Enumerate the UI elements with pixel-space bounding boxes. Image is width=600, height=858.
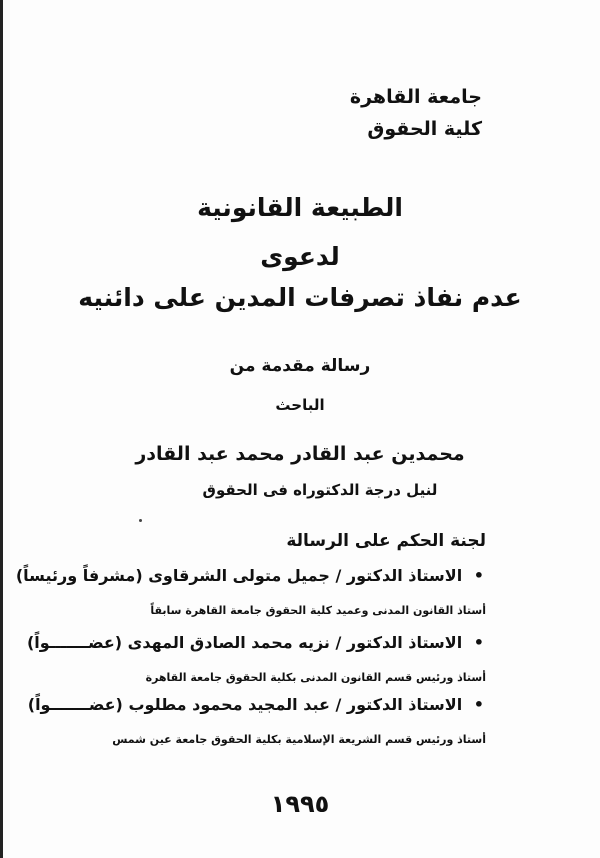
bullet-icon: • xyxy=(473,633,484,652)
bullet-icon: • xyxy=(473,566,484,585)
member-description: أستاذ ورئيس قسم القانون المدنى بكلية الحقوق جامعة القاهرة xyxy=(145,671,486,684)
faculty-name: كلية الحقوق xyxy=(367,118,482,140)
member-description: أستاذ ورئيس قسم الشريعة الإسلامية بكلية الحقوق جامعة عين شمس xyxy=(112,733,486,746)
member-name: الاستاذ الدكتور / جميل متولى الشرقاوى xyxy=(148,566,463,585)
thesis-title-line-3: عدم نفاذ تصرفات المدين على دائنيه xyxy=(78,283,522,312)
committee-member xyxy=(27,633,484,652)
committee-member xyxy=(16,566,484,585)
year: ١٩٩٥ xyxy=(270,790,330,818)
degree-statement: لنيل درجة الدكتوراه فى الحقوق xyxy=(202,481,438,499)
member-name: الاستاذ الدكتور / نزيه محمد الصادق المهدى xyxy=(127,633,463,652)
researcher-name: محمدين عبد القادر محمد عبد القادر xyxy=(135,443,465,465)
thesis-title-line-1: الطبيعة القانونية xyxy=(197,193,403,222)
member-role: (عضـــــــواً) xyxy=(27,695,123,714)
bullet-icon: • xyxy=(473,695,484,714)
researcher-label: الباحث xyxy=(275,396,325,414)
member-role: (مشرفاً ورئيساً) xyxy=(15,566,143,585)
submitted-by-label: رسالة مقدمة من xyxy=(229,356,371,376)
scan-speck xyxy=(139,519,142,522)
committee-heading: لجنة الحكم على الرسالة xyxy=(286,531,486,551)
thesis-title-line-2: لدعوى xyxy=(260,242,340,271)
member-description: أستاذ القانون المدنى وعميد كلية الحقوق جامعة القاهرة سابقاً xyxy=(150,604,486,617)
member-role: (عضـــــــواً) xyxy=(26,633,123,652)
page-edge xyxy=(0,0,3,858)
committee-member xyxy=(28,695,484,714)
university-name: جامعة القاهرة xyxy=(349,86,482,108)
member-name: الاستاذ الدكتور / عبد المجيد محمود مطلوب xyxy=(128,695,463,714)
